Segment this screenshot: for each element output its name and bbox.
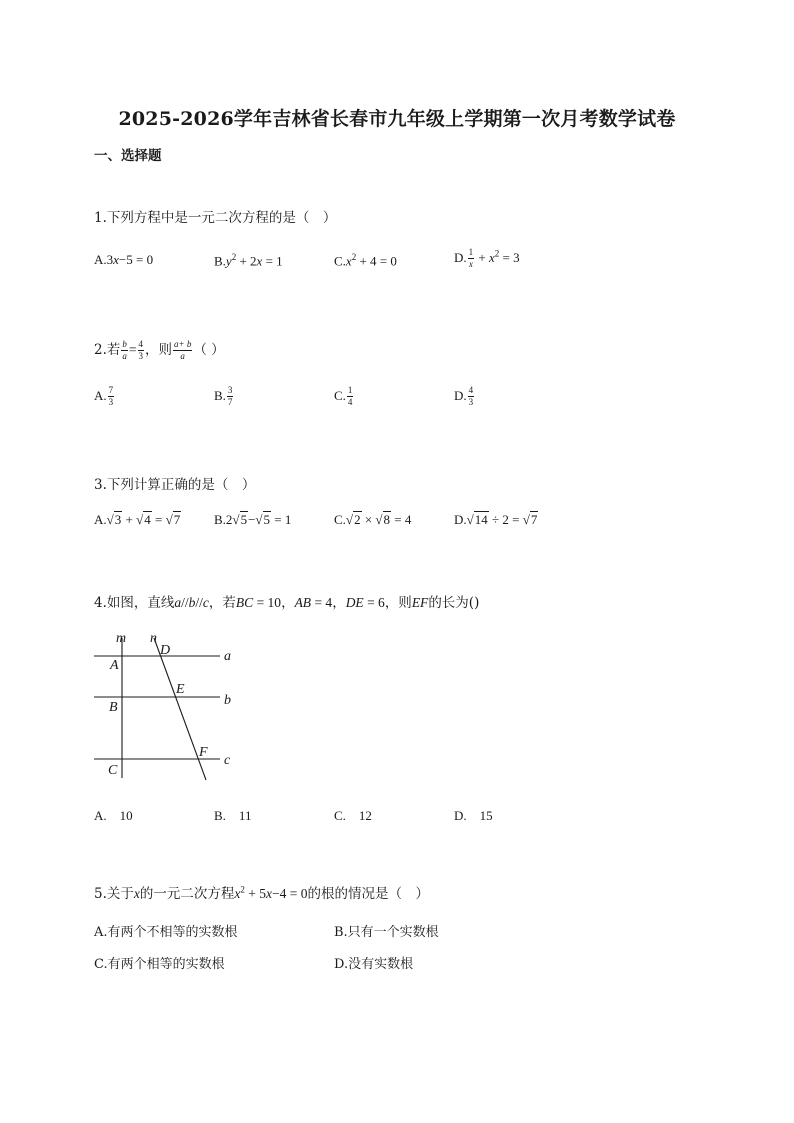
question-4-stem: 4.如图，直线a//b//c，若BC = 10，AB = 4，DE = 6，则EF的长为() [94, 595, 480, 611]
question-2-stem: 2.若 $\frac{b}{a}$ = $\frac{4}{3}$ ，则 $\frac{a+ b}{a}$ （ ） [94, 339, 225, 361]
question-1-stem: 1.下列方程中是一元二次方程的是（ ） [94, 210, 337, 226]
label-n: n [150, 631, 157, 646]
question-3-option-a[interactable]: A.√3 + √4 = √7 [94, 512, 181, 527]
question-5-option-d[interactable]: D.没有实数根 [334, 957, 414, 972]
label-m: m [116, 631, 127, 646]
label-upper-a: A [110, 658, 119, 673]
question-2-option-d[interactable]: D. $\frac{4}{3}$ [454, 385, 474, 407]
question-5-stem: 5.关于x的一元二次方程$x^2 + 5x-4 = 0$的根的情况是（ ） [94, 884, 429, 902]
question-1-option-d[interactable]: D. $\frac{1}{x}$ + $x^2 = 3$ [454, 247, 520, 269]
label-c: c [224, 753, 231, 768]
page-title: 2025-2026学年吉林省长春市九年级上学期第一次月考数学试卷 [118, 108, 676, 130]
question-4-option-c[interactable]: C. 12 [334, 808, 372, 823]
question-1-option-a[interactable]: A.3x−5 = 0 [94, 252, 154, 267]
label-d: D [160, 643, 171, 658]
question-2-option-a[interactable]: A. $\frac{7}{3}$ [94, 385, 114, 407]
question-2-option-c[interactable]: C. $\frac{1}{4}$ [334, 385, 353, 407]
label-upper-b: B [109, 700, 118, 715]
label-e: E [176, 682, 185, 697]
question-3-option-c[interactable]: C.√2 × √8 = 4 [334, 512, 412, 527]
question-4-option-a[interactable]: A. 10 [94, 808, 133, 823]
question-2-option-b[interactable]: B. $\frac{3}{7}$ [214, 385, 233, 407]
label-a: a [224, 649, 231, 664]
question-4-option-b[interactable]: B. 11 [214, 808, 252, 823]
question-5-option-a[interactable]: A.有两个不相等的实数根 [94, 925, 238, 940]
question-3-stem: 3.下列计算正确的是（ ） [94, 477, 256, 493]
question-4-option-d[interactable]: D. 15 [454, 808, 493, 823]
label-upper-c: C [108, 763, 118, 778]
label-b: b [224, 693, 231, 708]
question-3-option-b[interactable]: B.2√5−√5 = 1 [214, 512, 292, 527]
question-5-option-b[interactable]: B.只有一个实数根 [334, 925, 439, 940]
parallel-lines-figure [88, 626, 248, 786]
section-heading: 一、选择题 [94, 148, 162, 164]
question-5-option-c[interactable]: C.有两个相等的实数根 [94, 957, 225, 972]
question-1-option-c[interactable]: $C.x^2 + 4 = 0$ [334, 252, 397, 269]
question-3-option-d[interactable]: D.√14 ÷ 2 = √7 [454, 512, 538, 527]
question-1-option-b[interactable]: $B.y^2 + 2x = 1$ [214, 252, 283, 269]
label-f: F [199, 745, 208, 760]
